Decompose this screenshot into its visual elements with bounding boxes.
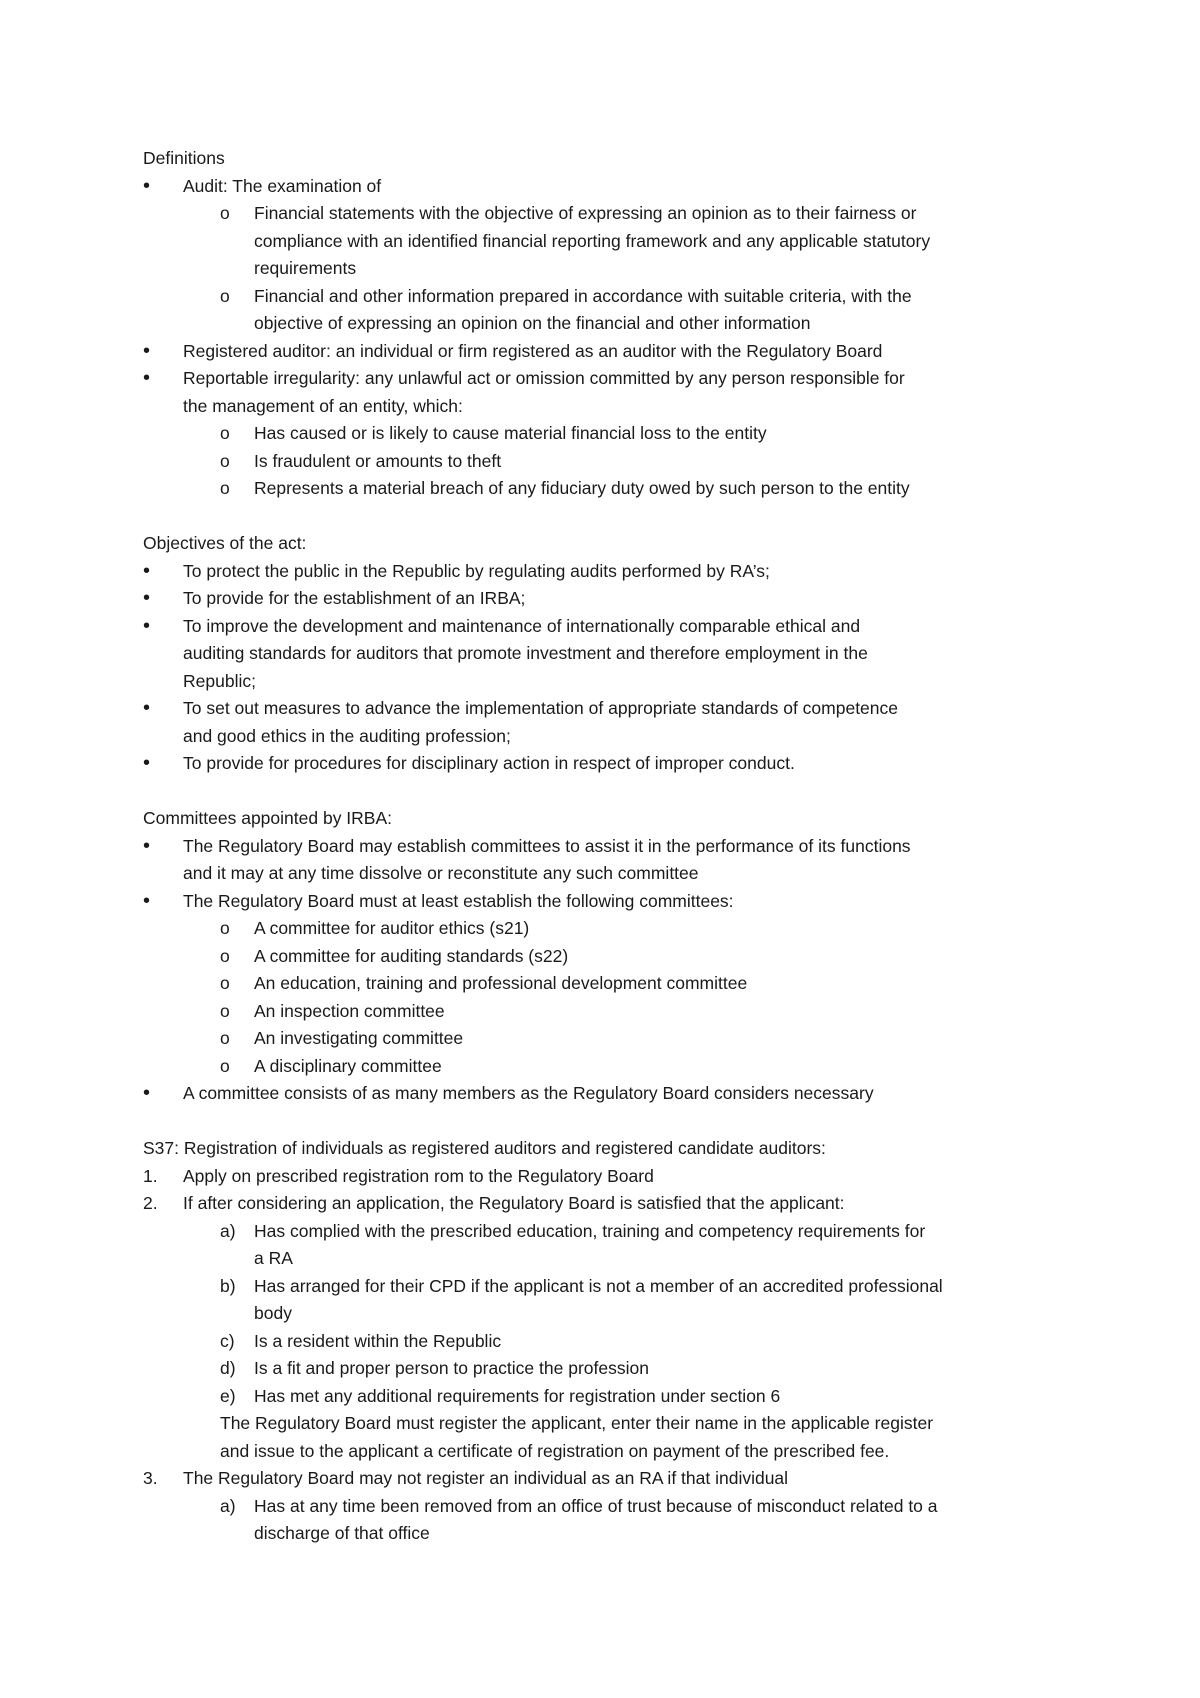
list-item: • To set out measures to advance the implementation of appropriate standards of competence: [143, 695, 1073, 723]
committees-section: [143, 805, 1073, 1108]
letter-marker: c): [220, 1330, 235, 1351]
sub-list-item: o An investigating committee: [143, 1025, 1073, 1053]
bullet-marker: •: [143, 889, 151, 912]
sub-list-item-continued: compliance with an identified financial reporting framework and any applicable statutory: [254, 230, 931, 251]
bullet-marker: •: [143, 697, 151, 719]
list-item: • The Regulatory Board must at least establish the following committees:: [143, 888, 1073, 916]
sub-list-item: o Financial statements with the objective of expressing an opinion as to their fairness or: [143, 200, 1073, 228]
lettered-item: d) Is a fit and proper person to practice the profession: [143, 1355, 1073, 1383]
section-heading: S37: Registration of individuals as registered auditors and registered candidate auditors:: [143, 1138, 826, 1158]
bullet-marker: •: [143, 752, 151, 774]
bullet-marker: •: [143, 587, 151, 609]
letter-marker: d): [220, 1358, 236, 1378]
sub-list-item: o Has caused or is likely to cause material financial loss to the entity: [143, 420, 1073, 448]
list-item: • Registered auditor: an individual or firm registered as an auditor with the Regulatory Board: [143, 338, 1073, 366]
bullet-marker: •: [143, 834, 151, 857]
sub-list-item: o Represents a material breach of any fiduciary duty owed by such person to the entity: [143, 475, 1073, 503]
lettered-item: b) Has arranged for their CPD if the applicant is not a member of an accredited professional: [143, 1273, 1073, 1301]
spacer: [143, 1108, 1073, 1136]
sub-list-item: o Is fraudulent or amounts to theft: [143, 448, 1073, 476]
lettered-item: a) Has complied with the prescribed education, training and competency requirements for: [143, 1218, 1073, 1246]
list-item-continued: Republic;: [183, 670, 256, 691]
sub-bullet-marker: o: [220, 973, 230, 993]
numbered-item: 2. If after considering an application, the Regulatory Board is satisfied that the applicant:: [143, 1190, 1073, 1218]
sub-bullet-marker: o: [220, 1055, 230, 1076]
sub-list-item: o An education, training and professional development committee: [143, 970, 1073, 998]
sub-bullet-marker: o: [220, 1028, 230, 1048]
bullet-marker: •: [143, 1082, 151, 1104]
sub-bullet-marker: o: [220, 285, 230, 306]
list-item-continued: auditing standards for auditors that promote investment and therefore employment in the: [183, 643, 868, 663]
list-item: • Audit: The examination of: [143, 173, 1073, 201]
sub-bullet-marker: o: [220, 478, 230, 498]
list-item-continued: the management of an entity, which:: [183, 395, 463, 416]
numbered-item-continued: The Regulatory Board must register the applicant, enter their name in the applicable register: [220, 1413, 934, 1433]
sub-list-item: o Financial and other information prepared in accordance with suitable criteria, with the: [143, 283, 1073, 311]
lettered-item-continued: body: [254, 1303, 292, 1323]
lettered-item: a) Has at any time been removed from an office of trust because of misconduct related to a: [143, 1493, 1073, 1521]
numbered-item-continued: and issue to the applicant a certificate of registration on payment of the prescribed fee.: [220, 1440, 890, 1461]
number-marker: 1.: [143, 1165, 158, 1186]
numbered-item: 3. The Regulatory Board may not register an individual as an RA if that individual: [143, 1465, 1073, 1493]
sub-bullet-marker: o: [220, 203, 230, 223]
list-item: • To improve the development and maintenance of internationally comparable ethical and: [143, 613, 1073, 641]
sub-list-item-continued: objective of expressing an opinion on the financial and other information: [254, 313, 811, 333]
s37-section: [143, 1135, 1073, 1548]
lettered-item: e) Has met any additional requirements for registration under section 6: [143, 1383, 1073, 1411]
spacer: [143, 503, 1073, 531]
bullet-marker: •: [143, 614, 151, 637]
lettered-item-continued: a RA: [254, 1248, 293, 1268]
sub-bullet-marker: o: [220, 450, 230, 471]
list-item: • A committee consists of as many members as the Regulatory Board considers necessary: [143, 1080, 1073, 1108]
lettered-item-continued: discharge of that office: [254, 1523, 430, 1543]
sub-list-item: o An inspection committee: [143, 998, 1073, 1026]
sub-list-item: o A disciplinary committee: [143, 1053, 1073, 1081]
list-item: • To provide for the establishment of an IRBA;: [143, 585, 1073, 613]
letter-marker: a): [220, 1495, 236, 1516]
list-item: • To protect the public in the Republic by regulating audits performed by RA’s;: [143, 558, 1073, 586]
bullet-marker: •: [143, 339, 151, 362]
numbered-item: 1. Apply on prescribed registration rom to the Regulatory Board: [143, 1163, 1073, 1191]
section-heading: Objectives of the act:: [143, 533, 307, 553]
sub-bullet-marker: o: [220, 945, 230, 966]
list-item-continued: and it may at any time dissolve or reconstitute any such committee: [183, 863, 699, 883]
definitions-section: [143, 145, 1073, 503]
sub-bullet-marker: o: [220, 918, 230, 938]
sub-list-item-continued: requirements: [254, 258, 357, 278]
letter-marker: e): [220, 1385, 236, 1406]
lettered-item: c) Is a resident within the Republic: [143, 1328, 1073, 1356]
list-item: • The Regulatory Board may establish committees to assist it in the performance of its functions: [143, 833, 1073, 861]
sub-list-item: o A committee for auditing standards (s22): [143, 943, 1073, 971]
bullet-marker: •: [143, 367, 151, 389]
section-heading: Definitions: [143, 148, 225, 168]
section-heading: Committees appointed by IRBA:: [143, 808, 393, 828]
letter-marker: b): [220, 1275, 236, 1296]
number-marker: 2.: [143, 1193, 158, 1213]
list-item-continued: and good ethics in the auditing profession;: [183, 725, 511, 746]
spacer: [143, 778, 1073, 806]
list-item: • To provide for procedures for disciplinary action in respect of improper conduct.: [143, 750, 1073, 778]
sub-bullet-marker: o: [220, 423, 230, 443]
sub-bullet-marker: o: [220, 1000, 230, 1021]
document-body: [143, 145, 1073, 1548]
bullet-marker: •: [143, 559, 151, 582]
list-item: • Reportable irregularity: any unlawful act or omission committed by any person responsible for: [143, 365, 1073, 393]
objectives-section: [143, 530, 1073, 778]
bullet-marker: •: [143, 174, 151, 197]
number-marker: 3.: [143, 1468, 158, 1488]
letter-marker: a): [220, 1220, 236, 1241]
sub-list-item: o A committee for auditor ethics (s21): [143, 915, 1073, 943]
